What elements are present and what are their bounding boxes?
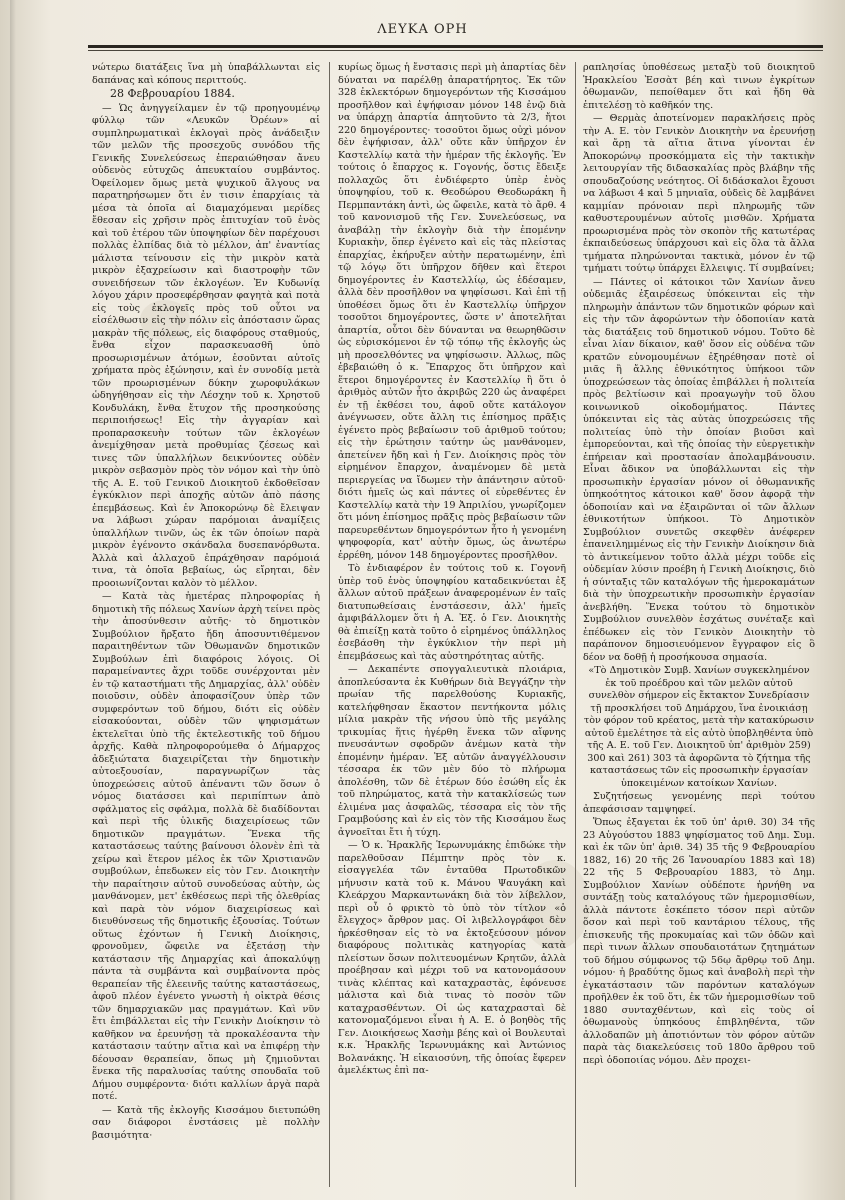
text-column-3	[583, 62, 815, 1190]
article-paragraph: Ὅπως ἐξαγεται ἐκ τοῦ ὑπ' ἀριθ. 30) 34 τῆς 23 Αὐγούστου 1883 ψηφίσματος τοῦ Δημ. Συμ. καὶ ἐκ τῶν ὑπ' ἀριθ. 34) 35 τῆς 9 Φεβρουαρίου 1882, 16) 20 τῆς 26 Ἰανουαρίου 1883 καὶ 18) 22 τῆς 5 Φεβρουαρίου 1883, τὸ Δημ. Συμβούλιον Χανίων οὐδέποτε ἠρνήθη να συντάξῃ τοὺς καταλόγους τῶν ἠμερομισθίων, ἀλλὰ πάντοτε ἐσκέπετο τόσον περὶ αὐτῶν ὅσον καὶ περὶ τοῦ καντάριου τέλους, τῆς ἐπισκευῆς τῆς προκυμαίας καὶ τῶν ὁδῶν καὶ περὶ τινων ἄλλων σπουδαιοτάτων ζητημάτων τοῦ δήμου σύμφωνος τῷ 56ῳ ἄρθρῳ τοῦ Δημ. νόμου· ἡ βραδύτης ὅμως καὶ ἀναβολὴ περὶ τὴν ἐγκατάστασιν τῶν παρόντων καταλόγων προῆλθεν ἐκ τοῦ ὅτι, ἐκ τῶν ἠμερομισθίων τοῦ 1880 συνταχθέντων, καὶ εἰς τοὺς οἱ ὀθωμανοὺς ὑπηκόους ἐπιβληθέντα, τῶν ἀλλοδαπῶν μὴ ἀποτιόντων τὸν φόρον αὐτῶν παρὰ τὰς διακελεύσεις τοῦ 180ο ἄρθρου τοῦ περὶ ὁδοποιίας νόμου. Δὲν προχει-	[583, 817, 815, 1066]
article-paragraph: — Κατὰ τῆς ἐκλογῆς Κισσάμου διετυπώθη σαν διάφοροι ἐνστάσεις μὲ πολλὴν βασιμότητα·	[92, 1104, 320, 1141]
newspaper-masthead: ΛΕΥΚΑ ΟΡΗ	[377, 22, 468, 37]
article-paragraph: Συζητήσεως γενομένης περὶ τούτου ἀπεφάσισαν ταμψηφεί.	[583, 791, 815, 815]
header-rule-thin	[88, 50, 823, 51]
page-fold-shadow	[10, 0, 16, 1200]
article-paragraph: — Ὡς ἀνηγγείλαμεν ἐν τῷ προηγουμένῳ φύλλῳ τῶν «Λευκῶν Ὀρέων» αἱ συμπληρωματικαὶ ἐκλογαὶ πρὸς ἀνάδειξιν τῶν μελῶν τῆς προσεχοῦς συνόδου τῆς Γενικῆς Συνελεύσεως ἐπεραιώθησαν ἄνευ οὐδενὸς εὐτυχῶς ἀπευκταίου συμβάντος. Ὀφείλομεν ὅμως μετὰ ψυχικοῦ ἄλγους να παρατηρήσωμεν ὅτι ἐν τισιν ἐπαρχίαις τὰ μέσα τὰ ὁποῖα αἱ διαμαχόμεναι μερίδες ἔθεσαν εἰς χρῆσιν πρὸς ἐπιτυχίαν τοῦ ἑνὸς καὶ τοῦ ἑτέρου τῶν ὑποψηφίων δὲν παρέχουσι πολλὰς ἐλπίδας διὰ τὸ μέλλον, ἀπ' ἐναντίας μάλιστα τείνουσιν εἰς τὴν μικρὸν κατὰ μικρὸν ἐξαχρείωσιν καὶ διαστροφὴν τῶν συνειδήσεων τῶν ἐκλογέων. Ἐν Κυδωνίᾳ λόγου χάριν προσεφέρθησαν φαγητὰ καὶ ποτὰ εἰς τοὺς ἐκλογεῖς πρὸς τοῦ οὗτοι να εἰσέλθωσιν εἰς τὴν πόλιν εἰς ἀπόστασιν ὥρας μακρὰν τῆς πόλεως, εἰς διαφόρους σταθμούς, ἔνθα εἶχον παρασκευασθῆ ὑπὸ προσωρισμένων ἀτόμων, ἐσοῦνται αὐτοῖς χρήματα πρὸς ἐξώνησιν, καὶ ἐν συνοδίᾳ μετὰ τῶν προωρισμένων δύκην χωροφυλάκων ὡδηγήθησαν εἰς τὴν Λέσχην τοῦ κ. Χρηστοῦ Κονδυλάκη, ἔνθα ἔτυχον τῆς προσηκούσης περιποιήσεως! Εἰς τὴν ἀγγαρίαν καὶ προπαρασκευὴν τούτων τῶν ἐκλογέων ἀνεμίχθησαν μετὰ προθυμίας ζέσεως καὶ τινες τῶν ὑπαλλήλων δεικνύοντες οὐδὲν μικρὸν σεβασμὸν πρὸς τὸν νόμον καὶ τὴν ὑπὸ τῆς Α. Ε. τοῦ Γενικοῦ Διοικητοῦ ἐκδοθεῖσαν ἐγκύκλιον περὶ ἀποχῆς αὐτῶν ἀπὸ πάσης ἐπεμβάσεως. Καὶ ἐν Ἀποκορώνῳ δὲ ἔλειψαν να λάβωσι χώραν παρόμοιαι ἀναμίξεις ὑπαλλήλων τινῶν, ὡς ἐκ τῶν ὁποίων παρὰ μικρὸν ἐγένοντο σκάνδαλα δυσεπανόρθωτα. Ἀλλὰ καὶ ἀλλαχοῦ ἐπράχθησαν παρόμοιά τινα, τὰ ὁποῖα βεβαίως, ὡς εἴρηται, δὲν προοιωνίζονται καλὸν τὸ μέλλον.	[92, 102, 320, 589]
article-paragraph: — Ὁ κ. Ἡρακλῆς Ἱερωνυμάκης ἐπιδώκε τὴν παρελθοῦσαν Πέμπτην πρὸς τὸν κ. εἰσαγγελέα τῶν ἐνταῦθα Πρωτοδικῶν μήνυσιν κατὰ τοῦ κ. Μάνου Ψαυγάκη καὶ Κλεάρχου Μαρκαντωνάκη διὰ τὸν λίβελλον, περὶ οὗ ὁ φρικτὸ τὸ ὑπὸ τὸν τίτλον «ὁ ἔλεγχος» ἄρθρον μας. Οἱ λιβελλογράφοι δὲν ἠρκέσθησαν εἰς τὸ να ἐκτοξεύσουν μόνον διαφόρους πολιτικὰς κατηγορίας κατὰ πλείστων ὅσων πολιτευομένων Κρητῶν, ἀλλὰ προέβησαν καὶ μέχρι τοῦ να κατονομάσουν τινὰς κλέπτας καὶ καταχραστὰς, ἐφόνευσε μάλιστα καὶ διὰ τινας τὸ ποσὸν τῶν καταχρασθέντων. Οἱ ὡς καταχρασταὶ δὲ κατονομαζόμενοι εἶναι ἡ Α. Ε. ὁ βοηθὸς τῆς Γεν. Διοικήσεως Χασὴμ βέης καὶ οἱ Βουλευταὶ κ.κ. Ἡρακλῆς Ἱερωνυμάκης καὶ Ἀντώνιος Βολανάκης. Ἡ εἰκαιοσύνη, τῆς ὁποίας ἔφερεν ἀμελέκτως ἐπὶ πα-	[338, 840, 566, 1076]
column-divider	[329, 62, 330, 1187]
article-paragraph: κυρίως ὅμως ἡ ἔνστασις περὶ μὴ ἀπαρτίας δὲν δύναται να παρέλθῃ ἀπαρατήρητος. Ἐκ τῶν 328 ἐκλεκτόρων δημογερόντων τῆς Κισσάμου προσῆλθον καὶ ἐψήφισαν μόνον 148 ἐνῷ διὰ να ὑπάρχῃ ἀπαρτία ἀπητοῦντο τὰ 2/3, ἤτοι 220 δημογέροντες· τοσοῦτοι ὅμως οὐχὶ μόνον δὲν ἐψήφισαν, ἀλλ' οὔτε κἂν ὑπῆρχον ἐν Καστελλίῳ κατὰ τὴν ἡμέραν τῆς ἐκλογῆς. Ἐν τούτοις ὁ ἔπαρχος κ. Γογονής, ὅστις ἔδειξε πολλαχῶς ὅτι ἐνδιέφερτο ὑπὲρ ἑνὸς ὑποψηφίου, τοῦ κ. Θεοδώρου Θεοδωράκη ἢ Περμπαντάκη ἀντὶ, ὡς ὤφειλε, κατὰ τὸ ἄρθ. 4 τοῦ κανονισμοῦ τῆς Γεν. Συνελεύσεως, να ἀναβάλῃ τὴν ἐκλογὴν διὰ τὴν ἐπομένην Κυριακὴν, ὅπερ ἐγένετο καὶ εἰς τὰς πλείστας ἐπαρχίας, ἐκήρυξεν αὐτὴν περατωμένην, ἐπὶ τῷ λόγῳ ὅτι ὑπῆρχον δῆθεν καὶ ἕτεροι δημογέροντες ἐν Καστελλίῳ, ὡς ἐδέσαμεν, ἀλλὰ δὲν προσῆλθον να ψηφίσωσι. Καὶ ἐπὶ τῇ ὑποθέσει ὅμως ὅτι ἐν Καστελλίῳ ὑπῆρχον τοσοῦτοι δημογέροντες, ὥστε ν' ἀποτελῆται ἀπαρτία, οὗτοι δὲν δύνανται να θεωρηθῶσιν ὡς εὑρισκόμενοι ἐν τῷ τόπῳ τῆς ἐκλογῆς ὡς μὴ προσελθόντες να ψηφίσωσιν. Ἀλλως, πῶς ἐβεβαιώθη ὁ κ. Ἔπαρχος ὅτι ὑπῆρχον καὶ ἕτεροι δημογέροντες ἐν Καστελλίῳ ἢ ὅτι ὁ ἀριθμὸς αὐτῶν ἦτο ἀκριβῶς 220 ὡς ἀναφέρει ἐν τῇ ἐκθέσει του, ἀφοῦ οὔτε κατάλογον ἀνέγνωσεν, οὔτε ἄλλη τις ἐπίσημος πρᾶξις ἐγένετο πρὸς βεβαίωσιν τοῦ ἀριθμοῦ τούτου; εἰς τὴν ἐρώτησιν ταύτην ὡς μανθάνομεν, ἀπετείνεν ἤδη καὶ ἡ Γεν. Διοίκησις πρὸς τὸν εἰρημένον ἔπαρχον, ἀναμένομεν δὲ μετὰ περιεργείας να ἴδωμεν τὴν ἀπάντησιν αὐτοῦ· διότι ἡμεῖς ὡς καὶ πάντες οἱ εὑρεθέντες ἐν Καστελλίῳ κατὰ τὴν 19 Ἀπριλίου, γνωρίζομεν ὅτι μόνη ἐπίσημος πρᾶξις πρὸς βεβαίωσιν τῶν παρευρεθέντων δημογερόντων ἦτο ἡ γενομένη ψηφοφορία, κατ' αὐτὴν ὅμως, ὡς ἀνωτέρω ἐρρέθη, μόνον 148 δημογέροντες προσῆλθον.	[338, 62, 566, 561]
article-paragraph: 28 Φεβρουαρίου 1884.	[110, 87, 235, 100]
article-paragraph: νώτερω διατάξεις ἵνα μὴ ὑπαβάλλωνται εἰς δαπάνας καὶ κόπους περιττούς.	[92, 62, 320, 86]
article-paragraph: — Πάντες οἱ κάτοικοι τῶν Χανίων ἄνευ οὐδεμιᾶς ἐξαιρέσεως ὑπόκεινται εἰς τὴν πληρωμὴν ἁπάντων τῶν δημοτικῶν φόρων καὶ εἰς τὴν τῶν ἀφορώντων τὴν ὁδοποιίαν κατὰ τὰς διατάξεις τοῦ δημοτικοῦ νόμου. Τοῦτο δὲ εἶναι λίαν δίκαιον, καθ' ὅσον εἰς οὐδένα τῶν κρατῶν εὐνομουμένων ἐξηρέθησαν ποτὲ οἱ μιᾶς ἢ ἄλλης ἐθνικότητος ὑπήκοοι τῶν ὑποχρεώσεων τὰς ὁποίας ἐπιβάλλει ἡ πολιτεία πρὸς βελτίωσιν καὶ προαγωγὴν τοῦ ὅλου κοινωνικοῦ οἰκοδομήματος. Πάντες ὑπόκεινται εἰς τὰς αὐτὰς ὑποχρεώσεις τῆς πολιτείας ὑπὸ τὴν ὁποίαν βιοῦσι καὶ ἐμπορεύονται, καὶ τῆς ὁποίας τὴν εὐεργετικὴν ἐπήρειαν καὶ προστασίαν ἀπολαμβάνουσιν. Εἶναι ἄδικον να ὑποβάλλωνται εἰς τὴν προσωπικὴν ἐργασίαν μόνον οἱ ὀθωμανικῆς ὑπηκοότητος κάτοικοι καθ' ὅσον ἀφορᾷ τὴν ὁδοποιίαν καὶ να ἐξαιρῶνται οἱ τῶν ἄλλων ἐθνικοτήτων ὑπήκοοι. Τὸ Δημοτικὸν Συμβούλιον συνετῶς σκεφθὲν ἀνέφερεν ἐπανειλημμένως εἰς τὴν Γενικὴν Διοίκησιν διὰ τὸ ἀντικείμενον τοῦτο ἀλλὰ μέχρι τοῦδε εἰς οὐδεμίαν λύσιν προέβη ἡ Γενικὴ Διοίκησις, διὸ ἡ σύνταξις τῶν καταλόγων τῆς ἠμεροκαμάτων διὰ τὴν ὑποχρεωτικὴν προσωπικὴν ἐργασίαν ἀνεβλήθη. Ἕνεκα τούτου τὸ δημοτικὸν Συμβούλιον συνελθὸν ἐσχάτως συνέταξε καὶ ἐπέδωκεν εἰς τὸν Γενικὸν Διοικητὴν τὸ παράπονον δημοσιευόμενον ἔγγραφον εἰς ὃ δέον να δοθῇ ἡ προσήκουσα σημασία.	[583, 276, 815, 663]
header-rule	[88, 45, 823, 48]
column-divider	[575, 62, 576, 1187]
text-column-2	[338, 62, 566, 1190]
article-paragraph: — Δεκαπέντε σπογγαλιευτικὰ πλοιάρια, ἀποπλεύσαντα ἐκ Κυθήρων διὰ Βεγγάζην τὴν πρωίαν τῆς παρελθούσης Κυριακῆς, κατελήφθησαν ἕκαστον πεντήκοντα μόλις μίλια μακρὰν τῆς νήσου ὑπὸ τῆς μεγάλης τρικυμίας ἥτις ἠγέρθη ἕνεκα τῶν αἴφνης πνευσάντων σφοδρῶν ἀνέμων κατὰ τὴν ἑπομένην ἡμέραν. Ἐξ αὐτῶν ἀναγγέλλουσιν τέσσαρα ἐκ τῶν μὲν δύο τὸ πλήρωμα ἀπολέσθη, τῶν δὲ ἑτέρων δύο ἐσώθη εἷς ἐκ τοῦ πληρώματος, κατὰ τὴν κατακλίσεώς των ἐλιμένα μας ἀσφαλῶς, τέσσαρα εἰς τὸν τῆς Γραμβούσης καὶ ἐν εἰς τὸν τῆς Κισσάμου ἕως ἀγνοεῖται ἔτι ἡ τύχη.	[338, 664, 566, 838]
article-paragraph: — Θερμὰς ἀποτείνομεν παρακλήσεις πρὸς τὴν Α. Ε. τὸν Γενικὸν Διοικητὴν να ἐρευνήσῃ καὶ ἄρῃ τὰ αἴτια ἅτινα γίνονται ἐν Ἀποκορώνῳ προσκόμματα εἰς τὴν τακτικὴν λειτουργίαν τῆς διδασκαλίας πρὸς βλάβην τῆς σπουδαζούσης νεότητος. Οἱ διδάσκαλοι ἔχουσι να λάβωσι 4 καὶ 5 μηνιαῖα, οὐδεὶς δὲ λαμβάνει καμμίαν πρόνοιαν περὶ πληρωμῆς τῶν καθυστερουμένων αὐτοῖς μισθῶν. Χρήματα προωρισμένα πρὸς τὸν σκοπὸν τῆς κατωτέρας ἐκπαιδεύσεως ὑπάρχουσι καὶ εἰς ὅλα τὰ ἄλλα τμήματα πληρώνονται τακτικὰ, μόνον ἐν τῷ τμήματι τούτῳ ὑπάρχει ἔλλειψις. Τί συμβαίνει;	[583, 113, 815, 274]
article-paragraph: ραπλησίας ὑποθέσεως μεταξὺ τοῦ διοικητοῦ Ἡρακλείου Ἐσσὰτ βέη καὶ τινων ἐγκρίτων ὀθωμανῶν, πεποίθαμεν ὅτι καὶ ἤδη θὰ ἐπιτελέσῃ τὸ καθῆκόν της.	[583, 62, 815, 111]
article-paragraph: «Τὸ Δημοτικὸν Συμβ. Χανίων συγκεκλημένον ἐκ τοῦ προέδρου καὶ τῶν μελῶν αὐτοῦ συνελθὸν σήμερον εἰς ἔκτακτον Συνεδρίασιν τῇ προσκλήσει τοῦ Δημάρχου, ἵνα ἐνοικιάσῃ τὸν φόρον τοῦ κρέατος, μετὰ τὴν κατακύρωσιν αὐτοῦ ἐμελέτησε τὰ εἰς αὐτὸ ὑποβληθέντα ὑπὸ τῆς Α. Ε. τοῦ Γεν. Διοικητοῦ ὑπ' ἀριθμὸν 259) 300 καὶ 261) 303 τὰ ἀφορῶντα τὸ ζήτημα τῆς καταστάσεως τῶν εἰς προσωπικὴν ἐργασίαν ὑποκειμένων κατοίκων Χανίων.	[583, 665, 815, 789]
article-paragraph: — Κατὰ τὰς ἡμετέρας πληροφορίας ἡ δημοτικὴ τῆς πόλεως Χανίων ἀρχὴ τείνει πρὸς τὴν ἀποσύνθεσιν αὐτῆς· τὸ δημοτικὸν Συμβούλιον ἤρξατο ἤδη ἀποσυντιθέμενον παραιτηθέντων τῶν Ὀθωμανῶν δημοτικῶν Συμβούλων ἐπὶ διαφόροις λόγοις. Οἱ παραμείναντες ἄχρι τοῦδε συνέρχονται μὲν ἐν τῷ καταστήματι τῆς Δημαρχίας, ἀλλ' οὐδὲν ποιοῦσιν, οὐδὲν ἀποφασίζουν ὑπὲρ τῶν συμφερόντων τοῦ δήμου, διότι εἰς οὐδὲν εἰσακούονται, οὐδὲν τῶν ψηφισμάτων ἐκτελεῖται ὑπὸ τῆς ἐκτελεστικῆς τοῦ δήμου ἀρχῆς. Καθὰ πληροφορούμεθα ὁ Δήμαρχος ἀδεξιώτατα διαχειρίζεται τὴν δημοτικὴν αὐτοεξουσίαν, παραγνωρίζων τὰς ὑποχρεώσεις αὐτοῦ ἀπέναντι τῶν ὅσων ὁ νόμος διατάσσει καὶ περιπίπτων ἀπὸ σφάλματος εἰς σφάλμα, πολλὰ δὲ διαδίδονται καὶ περὶ τῆς ὑλικῆς διαχειρίσεως τῶν δημοτικῶν πραγμάτων. Ἕνεκα τῆς καταστάσεως ταύτης βαίνουσι ὁλονὲν ἐπὶ τὰ χείρω καὶ ἕτερον μέλος ἐκ τῶν Χριστιανῶν συμβούλων, ἐπεδωκεν εἰς τὸν Γεν. Διοικητὴν τὴν παραίτησιν αὐτοῦ συνοδεύσας αὐτὴν, ὡς μανθάνομεν, μετ' ἐκθέσεως περὶ τῆς ὀλεθρίας καὶ παρὰ τὸν νόμον διαχειρίσεως καὶ διευθύνσεως τῆς δημοτικῆς ἐξουσίας. Τούτων οὕτως ἐχόντων ἡ Γενικὴ Διοίκησις, φρονοῦμεν, ὤφειλε να ἐξετάσῃ τὴν κατάστασιν τῆς Δημαρχίας καὶ ἀποκαλύψῃ πάντα τὰ συμβάντα καὶ συμβαίνοντα πρὸς θεραπείαν τῆς ἐλεεινῆς ταύτης καταστάσεως, ἀφοῦ πλέον ἐγένετο γνωστὴ ἡ οἰκτρὰ θέσις τῶν δημαρχιακῶν μας πραγμάτων. Καὶ νῦν ἔτι ἐπιβάλλεται εἰς τὴν Γενικὴν Διοίκησιν τὸ καθῆκον να ἐρευνήσῃ τὰ προκαλέσαντα τὴν κατάστασιν ταύτην αἴτια καὶ να ἐπιφέρῃ τὴν δέουσαν θεραπείαν, ὅπως μὴ ζημιοῦνται ἕνεκα τῆς παραλυσίας ταύτης σπουδαῖα τοῦ Δήμου συμφέροντα· διότι καλλίων ἀργὰ παρὰ ποτέ.	[92, 591, 320, 1102]
text-column-1	[92, 62, 320, 1190]
article-paragraph: Τὸ ἐνδιαφέρον ἐν τούτοις τοῦ κ. Γογονῆ ὑπὲρ τοῦ ἑνὸς ὑποψηφίου καταδεικνύεται ἐξ ἄλλων αὐτοῦ πράξεων ἀναφερομένων ἐν ταῖς διατυπωθείσαις ἐνστάσεσιν, ἀλλ' ἡμεῖς ἀμφιβάλλομεν ὅτι ἡ Α. Ἐξ. ὁ Γεν. Διοικητὴς θὰ ἐπιείξῃ κατὰ τοῦτο ὁ εἰρημένος ὑπάλληλος ἐσεβάσθη τὴν ἐγκύκλιον τὴν περὶ μὴ ἐπεμβάσεως καὶ τὰς αὐστηρότητας αὐτῆς.	[338, 563, 566, 662]
